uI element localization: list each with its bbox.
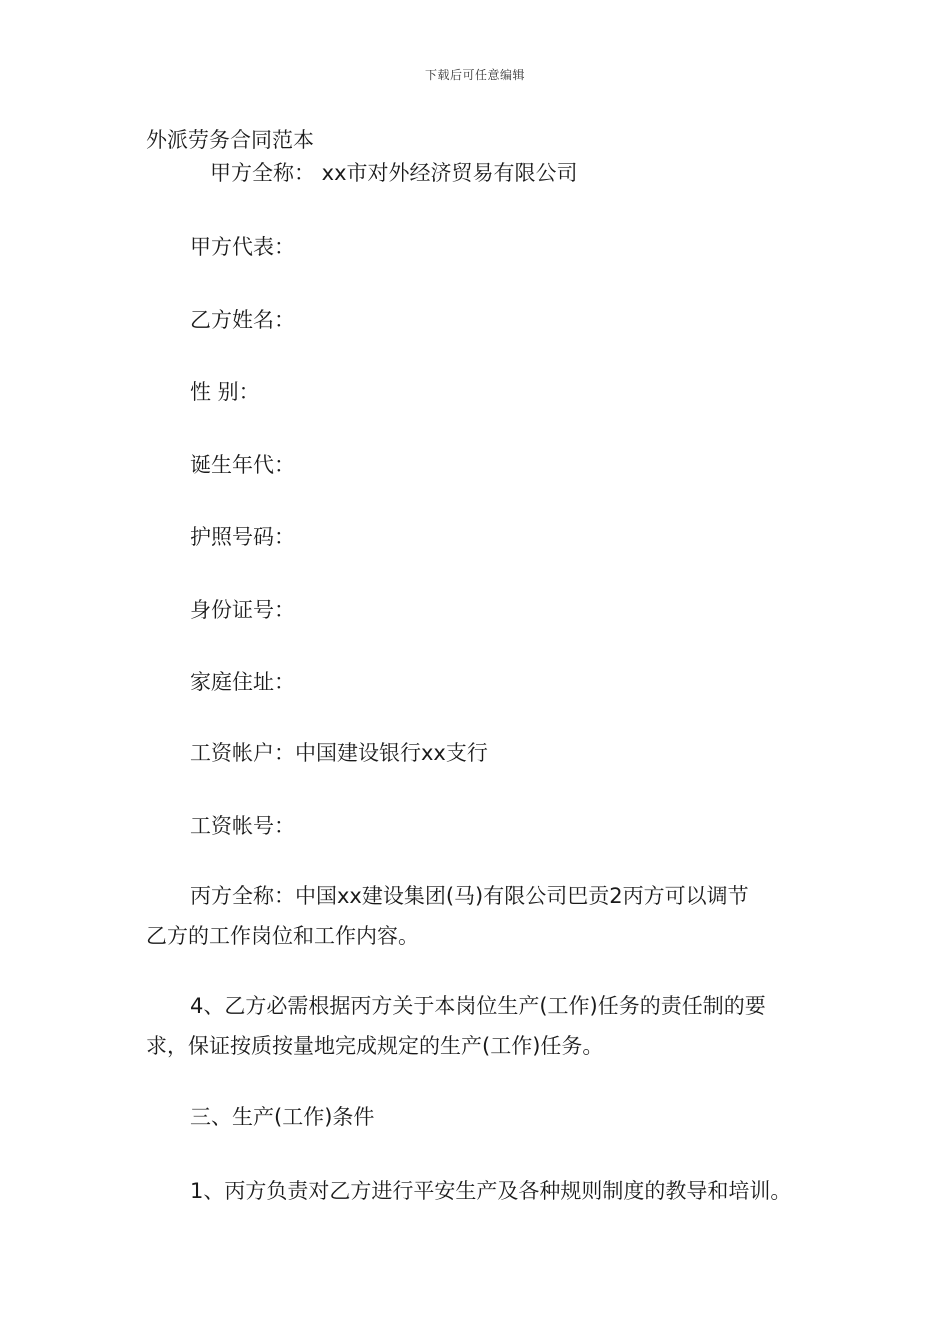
document-title: 外派劳务合同范本: [146, 128, 314, 152]
party-b-name: 乙方姓名：: [190, 308, 295, 332]
party-c-line-1: 丙方全称：中国xx建设集团(马)有限公司巴贡2丙方可以调节: [190, 884, 749, 908]
section-3-item-1: 1、丙方负责对乙方进行平安生产及各种规则制度的教导和培训。: [190, 1179, 792, 1203]
passport-field: 护照号码：: [190, 525, 295, 549]
salary-account-number: 工资帐号：: [190, 814, 295, 838]
clause-4-line-2: 求，保证按质按量地完成规定的生产(工作)任务。: [146, 1034, 604, 1058]
party-c-line-2: 乙方的工作岗位和工作内容。: [146, 924, 419, 948]
clause-4-paragraph: [146, 986, 826, 1066]
page-header-note: 下载后可任意编辑: [424, 68, 525, 82]
section-3-heading: 三、生产(工作)条件: [190, 1105, 375, 1129]
party-a-fullname: 甲方全称： xx市对外经济贸易有限公司: [210, 161, 578, 185]
birth-field: 诞生年代：: [190, 453, 295, 477]
gender-field: 性 别：: [190, 380, 260, 404]
clause-4-line-1: 4、乙方必需根据丙方关于本岗位生产(工作)任务的责任制的要: [190, 994, 766, 1018]
id-number-field: 身份证号：: [190, 598, 295, 622]
salary-account-bank: 工资帐户：中国建设银行xx支行: [190, 741, 488, 765]
party-c-paragraph: [146, 876, 826, 956]
party-a-representative: 甲方代表：: [190, 235, 295, 259]
address-field: 家庭住址：: [190, 670, 295, 694]
